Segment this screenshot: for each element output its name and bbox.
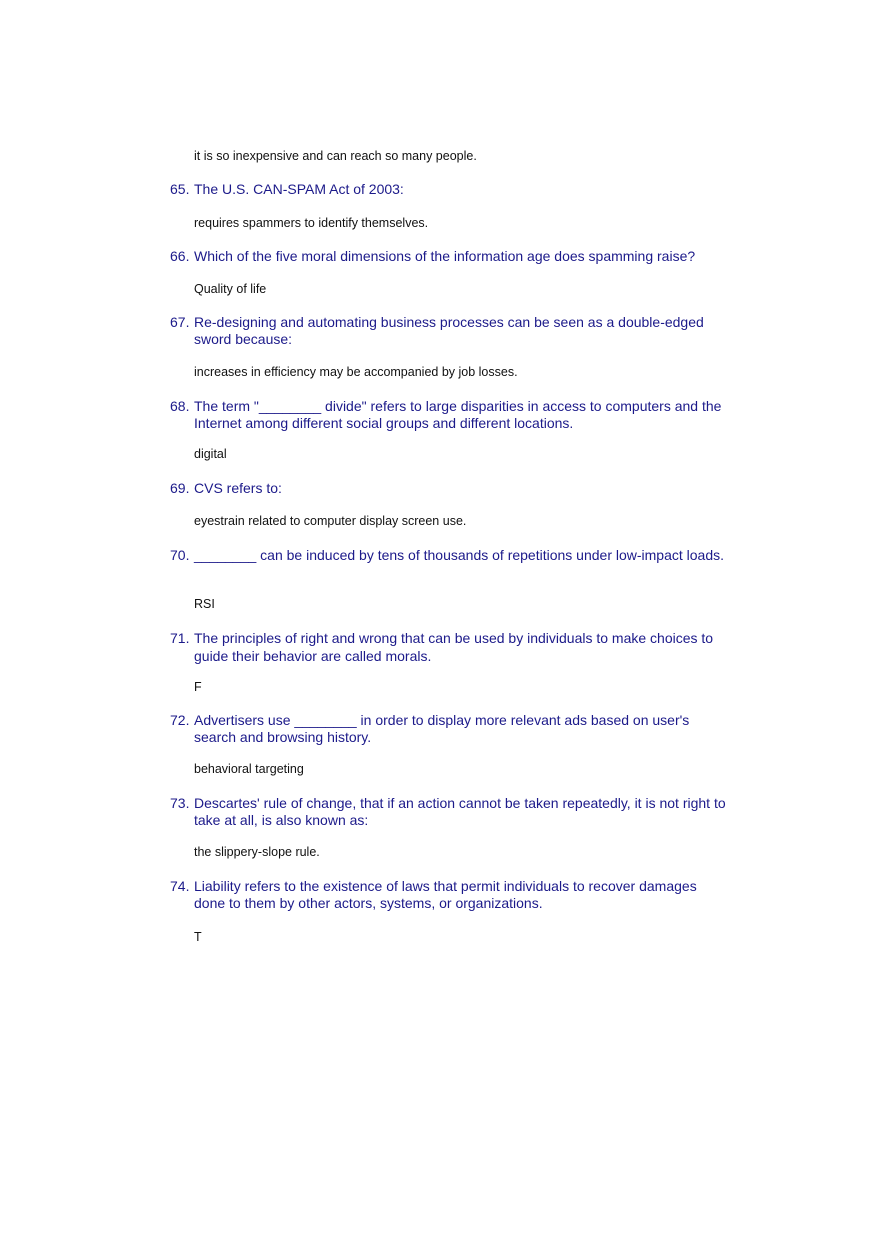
- question-text: CVS refers to:: [194, 480, 282, 496]
- question-number: 71.: [170, 630, 190, 646]
- question-65: [170, 181, 730, 198]
- question-text: ________ can be induced by tens of thousands of repetitions under low-impact loads.: [194, 547, 725, 563]
- question-number: 67.: [170, 314, 190, 330]
- question-text: The principles of right and wrong that can be used by individuals to make choices to guide their behavior are called morals.: [194, 630, 714, 664]
- answer-70: RSI: [194, 597, 215, 611]
- question-number: 70.: [170, 547, 190, 563]
- question-68: [170, 398, 730, 431]
- question-number: 72.: [170, 712, 190, 728]
- question-66: [170, 248, 730, 265]
- question-number: 73.: [170, 795, 190, 811]
- question-text: Advertisers use ________ in order to display more relevant ads based on user's search and browsing history.: [194, 712, 690, 745]
- answer-66: Quality of life: [194, 282, 267, 296]
- answer-67: increases in efficiency may be accompanied by job losses.: [194, 365, 518, 379]
- question-text: Which of the five moral dimensions of the information age does spamming raise?: [194, 248, 696, 264]
- question-text: The U.S. CAN-SPAM Act of 2003:: [194, 181, 404, 197]
- answer-73: the slippery-slope rule.: [194, 845, 320, 859]
- answer-65: requires spammers to identify themselves.: [194, 216, 429, 230]
- question-69: [170, 480, 730, 497]
- question-72: [170, 712, 730, 745]
- question-text: The term "________ divide" refers to large disparities in access to computers and the Internet among different social groups and different locations.: [194, 398, 722, 431]
- answer-72: behavioral targeting: [194, 762, 304, 776]
- question-71: [170, 629, 730, 665]
- question-text: Descartes' rule of change, that if an action cannot be taken repeatedly, it is not right to take at all, is also known as:: [194, 795, 726, 828]
- answer-71: F: [194, 680, 202, 694]
- question-73: [170, 795, 730, 828]
- question-number: 65.: [170, 181, 190, 197]
- question-70: [170, 547, 730, 564]
- question-text: Re-designing and automating business processes can be seen as a double-edged sword because:: [194, 314, 704, 347]
- question-number: 66.: [170, 248, 190, 264]
- answer-64: it is so inexpensive and can reach so many people.: [194, 149, 477, 163]
- question-number: 74.: [170, 878, 190, 894]
- answer-69: eyestrain related to computer display screen use.: [194, 514, 467, 528]
- answer-74: T: [194, 930, 202, 944]
- question-number: 69.: [170, 480, 190, 496]
- question-67: [170, 314, 730, 347]
- answer-68: digital: [194, 447, 227, 461]
- question-text: Liability refers to the existence of laws that permit individuals to recover damages done to them by other actors, systems, or organizations.: [194, 878, 697, 911]
- question-74: [170, 878, 730, 911]
- question-number: 68.: [170, 398, 190, 414]
